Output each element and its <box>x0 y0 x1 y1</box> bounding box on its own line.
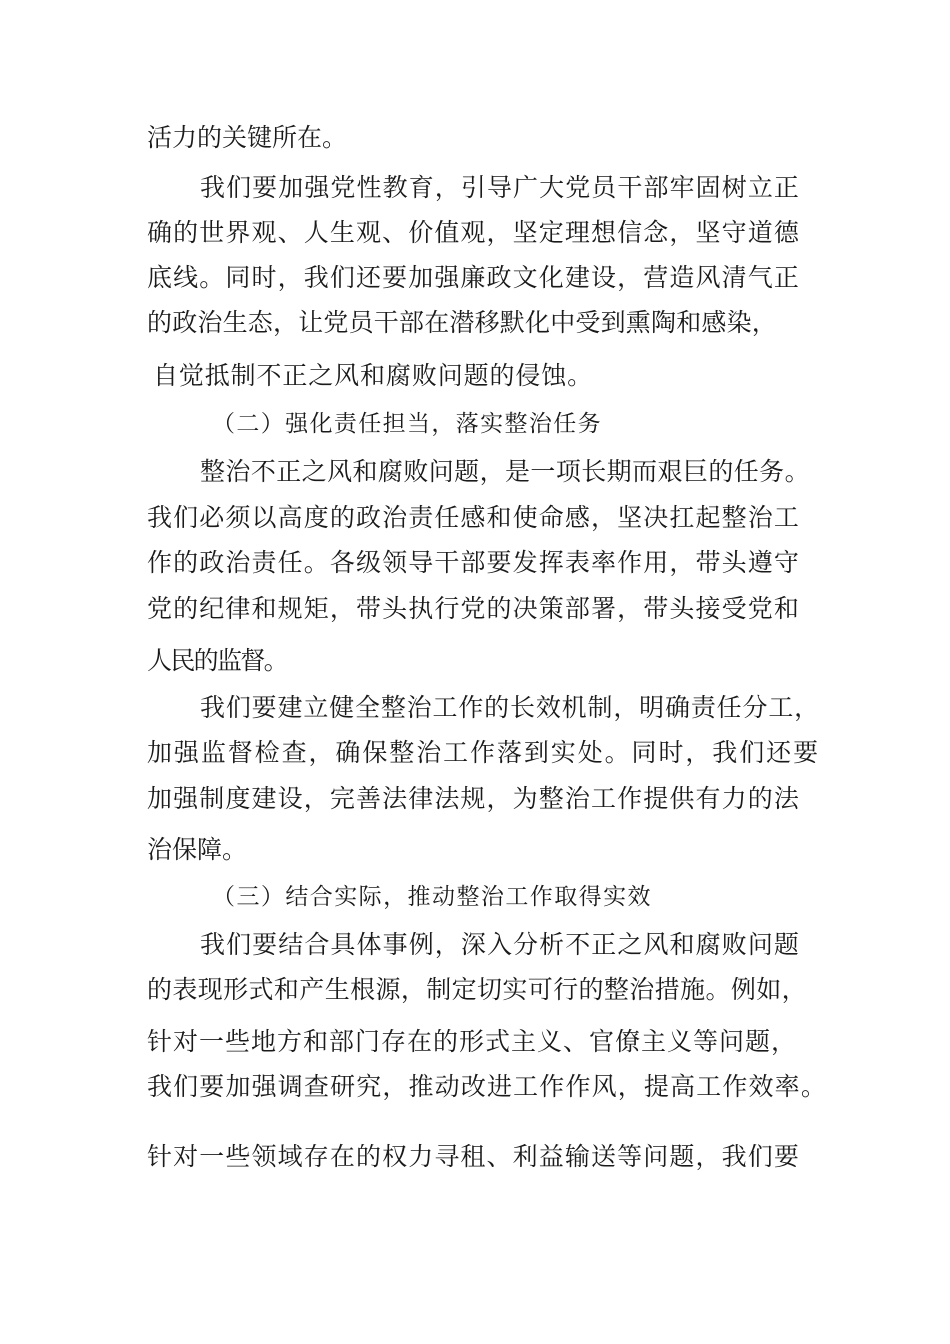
text-line: 的表现形式和产生根源，制定切实可行的整治措施。例如， <box>147 975 807 1004</box>
text-line: 整治不正之风和腐败问题，是一项长期而艰巨的任务。 <box>200 457 810 486</box>
text-line: 的政治生态，让党员干部在潜移默化中受到熏陶和感染， <box>147 308 777 337</box>
text-line: 我们要建立健全整治工作的长效机制，明确责任分工， <box>200 693 820 722</box>
text-line: 底线。同时，我们还要加强廉政文化建设，营造风清气正 <box>147 263 800 292</box>
text-line: 我们要加强党性教育，引导广大党员干部牢固树立正 <box>200 173 800 202</box>
text-line: 确的世界观、人生观、价值观，坚定理想信念，坚守道德 <box>147 218 800 247</box>
text-line: 针对一些领域存在的权力寻租、利益输送等问题，我们要 <box>147 1142 800 1171</box>
text-line: 治保障。 <box>147 835 247 864</box>
text-line: 加强制度建设，完善法律法规，为整治工作提供有力的法 <box>147 784 800 813</box>
text-line: 党的纪律和规矩，带头执行党的决策部署，带头接受党和 <box>147 594 800 623</box>
section-heading: （三）结合实际，推动整治工作取得实效 <box>212 884 652 910</box>
text-line: 针对一些地方和部门存在的形式主义、官僚主义等问题， <box>147 1027 797 1056</box>
text-line: 自觉抵制不正之风和腐败问题的侵蚀。 <box>153 361 593 390</box>
text-line: 加强监督检查，确保整治工作落到实处。同时，我们还要 <box>147 738 820 767</box>
section-heading: （二）强化责任担当，落实整治任务 <box>212 411 602 437</box>
text-line: 活力的关键所在。 <box>147 123 347 152</box>
text-line: 我们要加强调查研究，推动改进工作作风，提高工作效率。 <box>147 1072 827 1101</box>
text-line: 我们必须以高度的政治责任感和使命感，坚决扛起整治工 <box>147 503 800 532</box>
text-line: 人民的监督。 <box>147 646 287 675</box>
text-line: 作的政治责任。各级领导干部要发挥表率作用，带头遵守 <box>147 548 800 577</box>
text-line: 我们要结合具体事例，深入分析不正之风和腐败问题 <box>200 930 800 959</box>
